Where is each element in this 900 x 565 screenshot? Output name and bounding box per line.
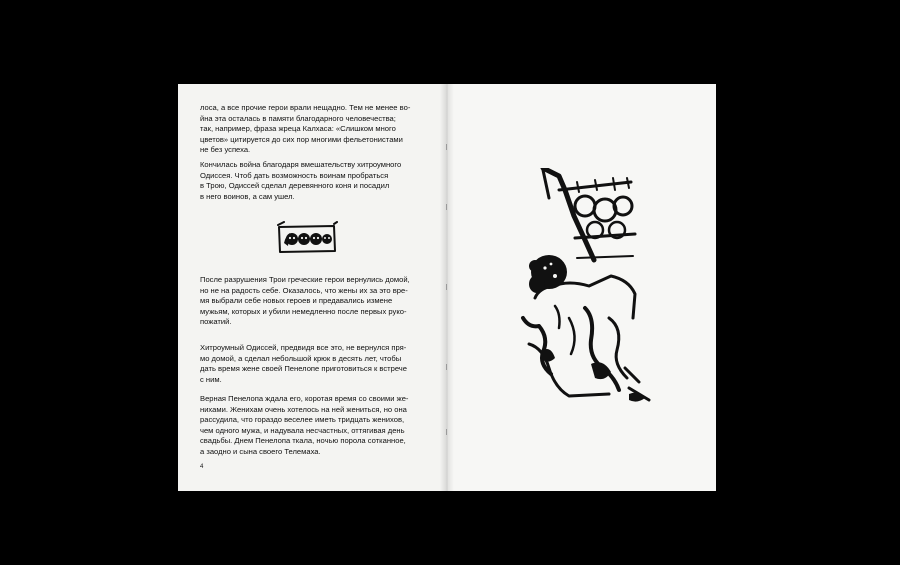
page-number: 4 [200, 464, 204, 470]
penelope-illustration [499, 168, 669, 408]
right-page [447, 84, 716, 491]
paragraph-4: Хитроумный Одиссей, предвидя все это, не вернулся пря- мо домой, а сделал небольшой крюк в десять лет, чтобы дать время жене своей Пенелопе приготовиться к встрече с ним. [200, 343, 407, 384]
book-gutter [440, 84, 454, 491]
binding-stitch [446, 429, 447, 435]
binding-stitch [446, 144, 447, 150]
paragraph-2: Кончилась война благодаря вмешательству хитроумного Одиссея. Чтоб дать возможность воинам пробраться в Трою, Одиссей сделал деревянного коня и посадил в него воинов, а сам ушел. [200, 160, 402, 201]
paragraph-5: Верная Пенелопа ждала его, коротая время со своими же- нихами. Женихам очень хотелось на ней жениться, но она рассудила, что гораздо веселее иметь тридцать женихов, чем одного мужа, и надувала несчастных, оттягивая день свадьбы. Днем Пенелопа ткала, ночью порола сотканное, а заодно и сына своего Телемаха. [200, 394, 409, 456]
trojan-horse-vignette [276, 221, 338, 257]
paragraph-3: После разрушения Трои греческие герои вернулись домой, но не на радость себе. Оказалось, что жены их за это вре- мя выбрали себе новых героев и предавались измене мужьям, которых и убили немедленно после первых руко- пожатий. [200, 275, 410, 327]
binding-stitch [446, 204, 447, 210]
left-page [178, 84, 447, 491]
open-book [178, 84, 716, 491]
binding-stitch [446, 364, 447, 370]
paragraph-1: лоса, а все прочие герои врали нещадно. Тем не менее во- йна эта осталась в памяти благодарного человечества; так, например, фраза жреца Калхаса: «Слишком много цветов» цитируется до сих пор многими фельетонистами не без успеха. [200, 103, 411, 155]
binding-stitch [446, 284, 447, 290]
